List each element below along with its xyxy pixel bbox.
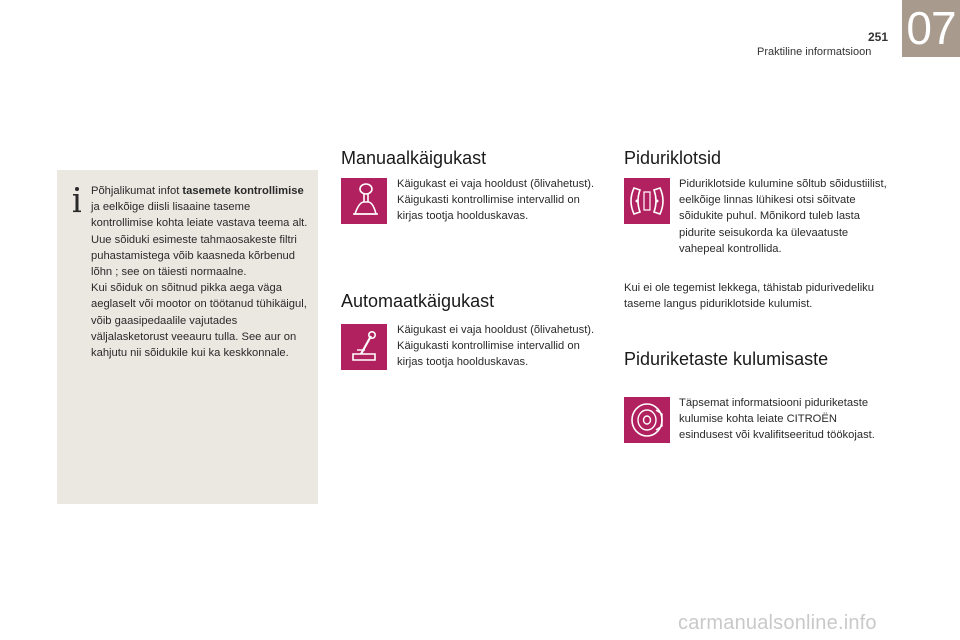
info-text xyxy=(91,183,311,361)
brake-pads-note: Kui ei ole tegemist lekkega, tähistab pidurivedeliku taseme langus piduriklotside kulumist. xyxy=(624,282,874,311)
watermark: carmanualsonline.info xyxy=(678,612,877,634)
manual-line2: Käigukasti kontrollimise intervallid on kirjas tootja hoolduskavas. xyxy=(397,194,580,223)
info-para2: Uue sõiduki esimeste tahmaosakeste filtri puhastamistega võib kaasneda kõrbenud lõhn ; see on täiesti normaalne. xyxy=(91,233,297,279)
automatic-line2: Käigukasti kontrollimise intervallid on kirjas tootja hoolduskavas. xyxy=(397,340,580,369)
brake-pads-icon xyxy=(624,178,670,224)
info-bold: tasemete kontrollimise xyxy=(182,185,304,197)
info-box xyxy=(57,170,318,504)
manual-gearbox-title: Manuaalkäigukast xyxy=(341,148,487,168)
brake-discs-text: Täpsemat informatsiooni piduriketaste kulumise kohta leiate CITROËN esindusest või kvalifitseeritud töökojast. xyxy=(679,397,875,442)
brake-disc-icon xyxy=(624,397,670,443)
automatic-line1: Käigukast ei vaja hooldust (õlivahetust). xyxy=(397,324,595,336)
automatic-gearbox-title: Automaatkäigukast xyxy=(341,291,495,311)
automatic-gearbox-text xyxy=(397,322,607,371)
chapter-tab: 07 xyxy=(902,0,960,57)
brake-pads-text: Piduriklotside kulumine sõltub sõidustiilist, eelkõige linnas lühikesi otsi sõitvate sõidukite puhul. Mõnikord tuleb lasta pidurite seisukorda ka ülevaatuste vahepeal kontrollida. xyxy=(679,178,887,255)
manual-gearbox-text xyxy=(397,176,607,225)
info-intro: Põhjalikumat infot xyxy=(91,185,183,197)
automatic-gearbox-icon xyxy=(341,324,387,370)
chapter-title: Praktiline informatsioon xyxy=(757,46,872,58)
page-number: 251 xyxy=(868,30,889,44)
manual-line1: Käigukast ei vaja hooldust (õlivahetust). xyxy=(397,178,595,190)
info-para3: Kui sõiduk on sõitnud pikka aega väga aeglaselt või mootor on töötanud tühikäigul, võib gaasipedaalile vajutades väljalasketorust veeauru tulla. See aur on kahjutu nii sõidukile kui ka keskkonnale. xyxy=(91,282,307,360)
brake-discs-title: Piduriketaste kulumisaste xyxy=(624,349,829,369)
info-icon xyxy=(70,186,84,214)
manual-gearbox-icon xyxy=(341,178,387,224)
info-rest: ja eelkõige diisli lisaaine taseme kontrollimise kohta leiate vastava teema alt. xyxy=(91,201,308,230)
brake-pads-title: Piduriklotsid xyxy=(624,148,722,168)
